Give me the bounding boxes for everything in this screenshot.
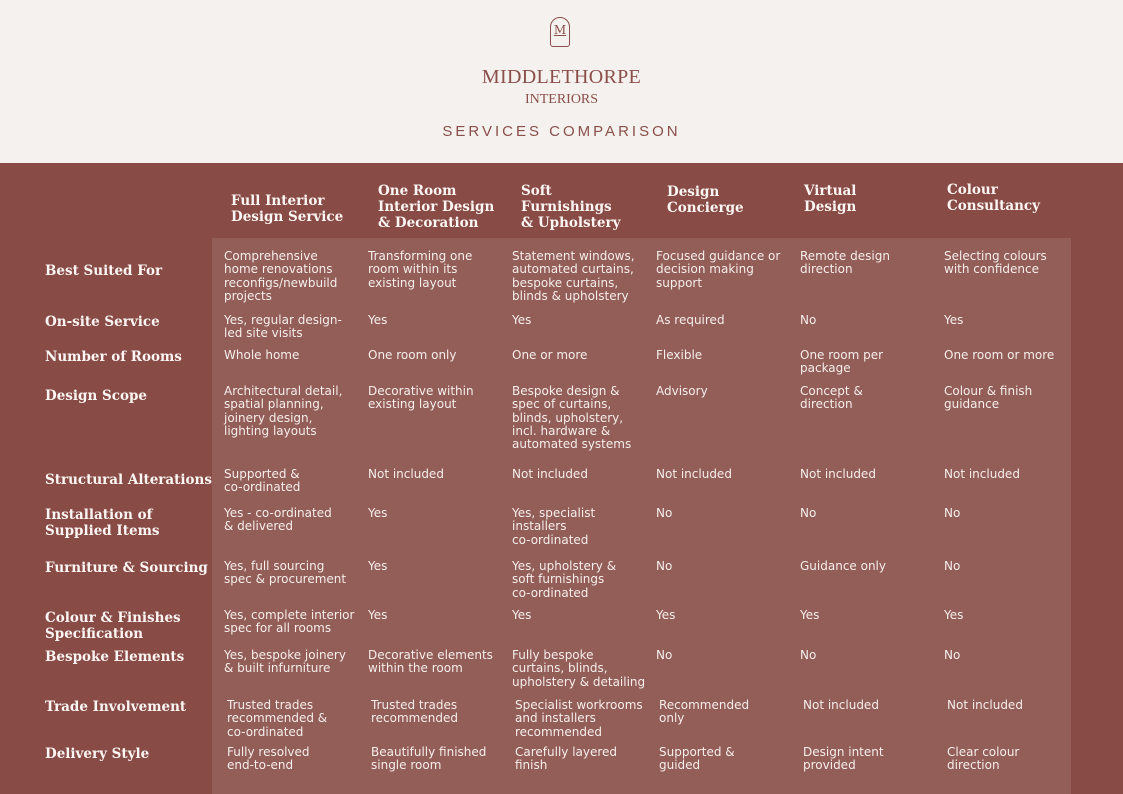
table-cell: Yes, regular design- led site visits	[224, 313, 342, 341]
table-cell: Guidance only	[800, 559, 886, 573]
table-cell: Advisory	[656, 384, 708, 398]
table-cell: Not included	[800, 467, 876, 481]
table-cell: Statement windows, automated curtains, bespoke curtains, blinds & upholstery	[512, 249, 635, 303]
table-cell: No	[800, 648, 817, 662]
table-cell: Beautifully finished single room	[371, 745, 487, 773]
row-header: Number of Rooms	[45, 349, 182, 365]
row-header: Bespoke Elements	[45, 649, 185, 665]
column-header: Virtual Design	[804, 183, 857, 215]
table-cell: Yes, upholstery & soft furnishings co-ordinated	[512, 559, 617, 600]
brand-name: MIDDLETHORPE	[481, 66, 642, 88]
table-cell: Yes	[656, 608, 676, 622]
table-cell: Not included	[944, 467, 1020, 481]
table-cell: No	[800, 506, 817, 520]
table-cell: Yes	[512, 608, 532, 622]
table-cell: Yes	[512, 313, 532, 327]
table-cell: Colour & finish guidance	[944, 384, 1033, 412]
table-cell: Yes, complete interior spec for all rooms	[224, 608, 355, 636]
logo-mark-icon	[550, 17, 570, 47]
row-header: Design Scope	[45, 388, 147, 404]
column-header: Soft Furnishings & Upholstery	[521, 183, 621, 231]
table-cell: Yes, bespoke joinery & built infurniture	[224, 648, 346, 676]
table-cell: No	[944, 506, 961, 520]
table-cell: Not included	[656, 467, 732, 481]
table-cell: Not included	[512, 467, 588, 481]
row-header: Structural Alterations	[45, 472, 212, 488]
table-cell: Yes	[944, 608, 964, 622]
table-cell: Specialist workrooms and installers recommended	[515, 698, 643, 739]
table-cell: No	[656, 559, 673, 573]
table-cell: No	[656, 648, 673, 662]
page-title: SERVICES COMPARISON	[442, 123, 681, 140]
table-cell: Supported & guided	[659, 745, 735, 773]
table-cell: Not included	[947, 698, 1023, 712]
table-cell: Decorative within existing layout	[368, 384, 474, 412]
table-cell: Yes	[800, 608, 820, 622]
table-cell: One room per package	[800, 348, 884, 376]
table-cell: No	[656, 506, 673, 520]
table-cell: No	[944, 559, 961, 573]
table-cell: Concept & direction	[800, 384, 863, 412]
row-header: Furniture & Sourcing	[45, 560, 208, 576]
table-cell: Yes	[368, 559, 388, 573]
row-header: Best Suited For	[45, 263, 163, 279]
table-cell: Yes	[368, 506, 388, 520]
column-header: One Room Interior Design & Decoration	[378, 183, 495, 231]
column-header: Full Interior Design Service	[231, 193, 344, 225]
table-cell: Yes	[368, 313, 388, 327]
table-cell: Yes	[368, 608, 388, 622]
table-cell: Fully resolved end-to-end	[227, 745, 310, 773]
table-cell: No	[800, 313, 817, 327]
table-cell: Clear colour direction	[947, 745, 1020, 773]
table-cell: Supported & co-ordinated	[224, 467, 301, 495]
table-cell: Comprehensive home renovations reconfigs/newbuild projects	[224, 249, 338, 303]
table-cell: Bespoke design & spec of curtains, blinds, upholstery, incl. hardware & automated systems	[512, 384, 632, 452]
table-cell: One room or more	[944, 348, 1055, 362]
table-cell: Yes	[944, 313, 964, 327]
table-cell: Fully bespoke curtains, blinds, upholstery & detailing	[512, 648, 646, 689]
table-cell: Trusted trades recommended	[371, 698, 458, 726]
column-header: Colour Consultancy	[947, 182, 1040, 214]
logo-letter: M	[553, 23, 567, 37]
table-cell: Trusted trades recommended & co-ordinated	[227, 698, 328, 739]
header	[0, 0, 1123, 163]
brand-subtitle: INTERIORS	[524, 92, 599, 107]
table-cell: Flexible	[656, 348, 703, 362]
table-cell: As required	[656, 313, 725, 327]
table-cell: Yes, specialist installers co-ordinated	[512, 506, 596, 547]
row-header: On-site Service	[45, 314, 160, 330]
table-cell: Carefully layered finish	[515, 745, 618, 773]
row-header: Installation of Supplied Items	[45, 507, 160, 539]
table-cell: One room only	[368, 348, 457, 362]
table-cell: Recommended only	[659, 698, 750, 726]
table-cell: Yes, full sourcing spec & procurement	[224, 559, 347, 587]
table-cell: Yes - co-ordinated & delivered	[224, 506, 332, 534]
table-cell: Not included	[368, 467, 444, 481]
row-header: Delivery Style	[45, 746, 150, 762]
table-cell: Not included	[803, 698, 879, 712]
row-header: Colour & Finishes Specification	[45, 610, 181, 642]
table-cell: Design intent provided	[803, 745, 884, 773]
table-cell: Decorative elements within the room	[368, 648, 493, 676]
table-cell: Whole home	[224, 348, 300, 362]
table-cell: Selecting colours with confidence	[944, 249, 1047, 277]
row-header: Trade Involvement	[45, 699, 187, 715]
column-header: Design Concierge	[667, 184, 744, 216]
table-cell: One or more	[512, 348, 588, 362]
table-cell: Focused guidance or decision making support	[656, 249, 781, 290]
table-cell: Transforming one room within its existing layout	[368, 249, 473, 290]
table-cell: Architectural detail, spatial planning, joinery design, lighting layouts	[224, 384, 343, 438]
table-cell: No	[944, 648, 961, 662]
table-cell: Remote design direction	[800, 249, 890, 277]
